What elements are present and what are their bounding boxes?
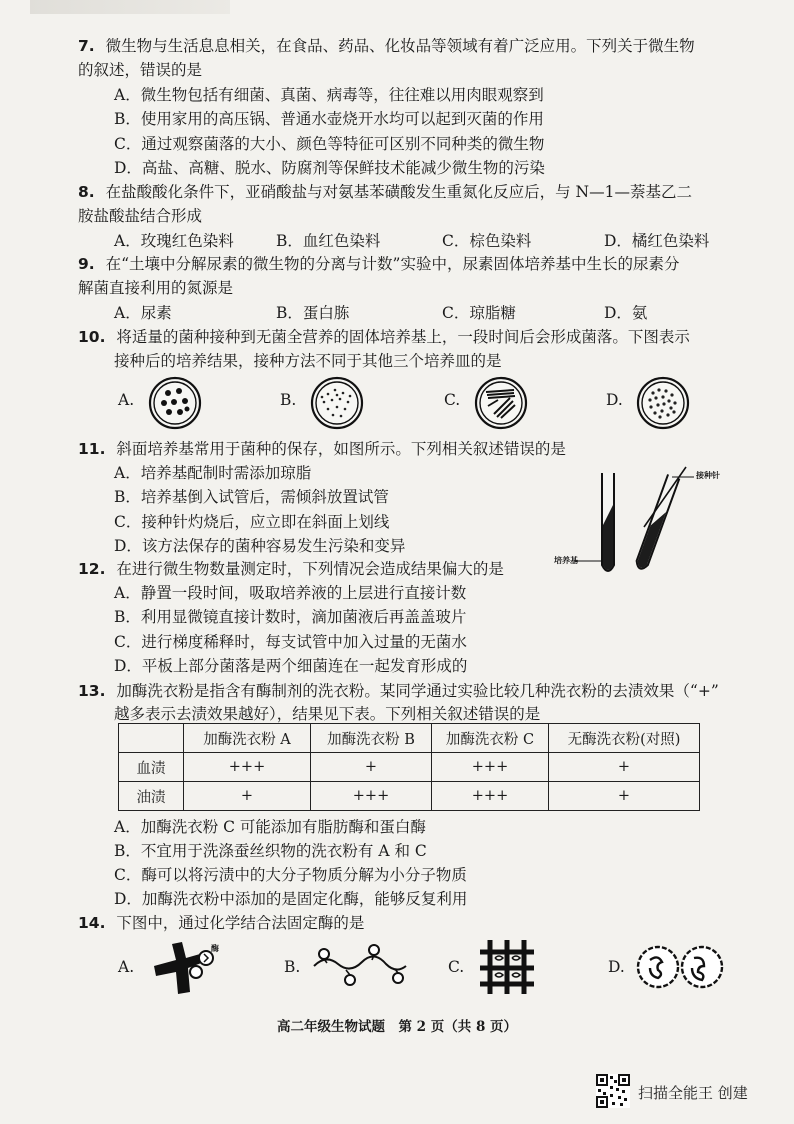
chemical-bonding-icon (310, 944, 410, 990)
option-d: D．该方法保存的菌种容易发生污染和变异 (114, 537, 406, 555)
table-header: 加酶洗衣粉 C (432, 724, 549, 753)
table-header: 加酶洗衣粉 A (184, 724, 311, 753)
option-b: B．利用显微镜直接计数时，滴加菌液后再盖盖玻片 (114, 608, 467, 626)
question-stem-cont: 接种后的培养结果，接种方法不同于其他三个培养皿的是 (114, 352, 502, 370)
dish-label-a: A. (118, 391, 135, 409)
option-d: D．氨 (604, 304, 648, 322)
question-stem-cont: 解菌直接利用的氮源是 (78, 279, 234, 297)
question-stem-cont: 胺盐酸盐结合形成 (78, 207, 203, 225)
question-stem: 下图中，通过化学结合法固定酶的是 (116, 914, 365, 932)
scanner-text: 扫描全能王 创建 (638, 1084, 748, 1102)
option-a: A．培养基配制时需添加琼脂 (114, 464, 312, 482)
question-number: 10. (78, 328, 106, 346)
petri-dish-c-icon (474, 376, 528, 430)
question-number: 7. (78, 37, 95, 55)
petri-dish-a-icon (148, 376, 202, 430)
option-d: D．高盐、高糖、脱水、防腐剂等保鲜技术能减少微生物的污染 (114, 159, 545, 177)
question-stem: 加酶洗衣粉是指含有酶制剂的洗衣粉。某同学通过实验比较几种洗衣粉的去渍效果（“+” (116, 682, 719, 700)
dish-label-d: D. (606, 391, 623, 409)
test-tube-icon (560, 465, 730, 585)
option-b: B．不宜用于洗涤蚕丝织物的洗衣粉有 A 和 C (114, 842, 427, 860)
option-a: A．微生物包括有细菌、真菌、病毒等，往往难以用肉眼观察到 (114, 86, 544, 104)
fig-label-d: D. (608, 958, 625, 976)
table-row (119, 753, 700, 782)
table-cell: 油渍 (119, 782, 184, 811)
option-c: C．棕色染料 (442, 232, 532, 250)
table-cell: + (549, 753, 700, 782)
table-cell: + (311, 753, 432, 782)
dish-label-c: C. (444, 391, 461, 409)
results-table (118, 723, 700, 811)
table-cell: +++ (432, 753, 549, 782)
question-stem: 在盐酸酸化条件下，亚硝酸盐与对氨基苯磺酸发生重氮化反应后，与 N—1—萘基乙二 (105, 183, 692, 201)
question-11 (78, 437, 566, 461)
question-number: 13. (78, 682, 106, 700)
option-c: C．琼脂糖 (442, 304, 516, 322)
table-cell: 血渍 (119, 753, 184, 782)
table-cell: +++ (184, 753, 311, 782)
question-13 (78, 679, 719, 703)
option-b: B．使用家用的高压锅、普通水壶烧开水均可以起到灭菌的作用 (114, 110, 544, 128)
question-10 (78, 325, 690, 349)
option-b: B．血红色染料 (276, 232, 381, 250)
dish-label-b: B. (280, 391, 297, 409)
question-number: 14. (78, 914, 106, 932)
options-row (114, 229, 734, 253)
table-header (119, 724, 184, 753)
embedding-icon (636, 942, 726, 992)
qr-code-icon (596, 1074, 630, 1108)
option-d: D．橘红色染料 (604, 232, 710, 250)
table-cell: + (184, 782, 311, 811)
question-9 (78, 252, 679, 276)
question-stem: 微生物与生活息息相关，在食品、药品、化妆品等领域有着广泛应用。下列关于微生物 (105, 37, 695, 55)
slant-tube-figure (554, 465, 730, 585)
petri-dish-figures (114, 376, 734, 428)
needle-label: 接种针 (696, 471, 720, 480)
scan-smudge (30, 0, 230, 14)
options-row (114, 301, 734, 325)
fig-label-a: A. (118, 958, 135, 976)
table-cell: +++ (311, 782, 432, 811)
petri-dish-d-icon (636, 376, 690, 430)
question-12 (78, 557, 504, 581)
enzyme-label: 酶 (211, 943, 219, 953)
question-stem: 在进行微生物数量测定时，下列情况会造成结果偏大的是 (116, 560, 504, 578)
option-d: D．平板上部分菌落是两个细菌连在一起发育形成的 (114, 657, 468, 675)
option-b: B．蛋白胨 (276, 304, 350, 322)
fig-label-c: C. (448, 958, 465, 976)
question-number: 8. (78, 183, 95, 201)
question-8 (78, 180, 692, 204)
question-stem: 斜面培养基常用于菌种的保存，如图所示。下列相关叙述错误的是 (116, 440, 566, 458)
table-row (119, 782, 700, 811)
option-a: A．尿素 (114, 304, 172, 322)
fig-label-b: B. (284, 958, 301, 976)
cross-linking-icon (476, 938, 538, 996)
option-c: C．接种针灼烧后，应立即在斜面上划线 (114, 513, 390, 531)
medium-label: 培养基 (554, 556, 578, 565)
option-c: C．通过观察菌落的大小、颜色等特征可区别不同种类的微生物 (114, 135, 545, 153)
option-a: A．加酶洗衣粉 C 可能添加有脂肪酶和蛋白酶 (114, 818, 426, 836)
option-a: A．玫瑰红色染料 (114, 232, 234, 250)
question-stem-cont: 的叙述，错误的是 (78, 61, 203, 79)
question-14 (78, 911, 364, 935)
option-c: C．进行梯度稀释时，每支试管中加入过量的无菌水 (114, 633, 467, 651)
table-header: 无酶洗衣粉(对照) (549, 724, 700, 753)
question-7 (78, 34, 695, 58)
question-number: 11. (78, 440, 106, 458)
question-stem: 将适量的菌种接种到无菌全营养的固体培养基上，一段时间后会形成菌落。下图表示 (116, 328, 690, 346)
page-footer: 高二年级生物试题 第 2 页（共 8 页） (276, 1019, 518, 1035)
option-b: B．培养基倒入试管后，需倾斜放置试管 (114, 488, 389, 506)
table-cell: +++ (432, 782, 549, 811)
question-stem: 在“土壤中分解尿素的微生物的分离与计数”实验中，尿素固体培养基中生长的尿素分 (105, 255, 680, 273)
option-a: A．静置一段时间，吸取培养液的上层进行直接计数 (114, 584, 467, 602)
immobilization-figures (114, 938, 734, 998)
scanner-watermark (596, 1074, 786, 1110)
table-header: 加酶洗衣粉 B (311, 724, 432, 753)
question-number: 12. (78, 560, 106, 578)
question-stem-cont: 越多表示去渍效果越好），结果见下表。下列相关叙述错误的是 (114, 705, 541, 723)
table-header-row (119, 724, 700, 753)
option-d: D．加酶洗衣粉中添加的是固定化酶，能够反复利用 (114, 890, 468, 908)
petri-dish-b-icon (310, 376, 364, 430)
option-c: C．酶可以将污渍中的大分子物质分解为小分子物质 (114, 866, 467, 884)
question-number: 9. (78, 255, 95, 273)
table-cell: + (549, 782, 700, 811)
